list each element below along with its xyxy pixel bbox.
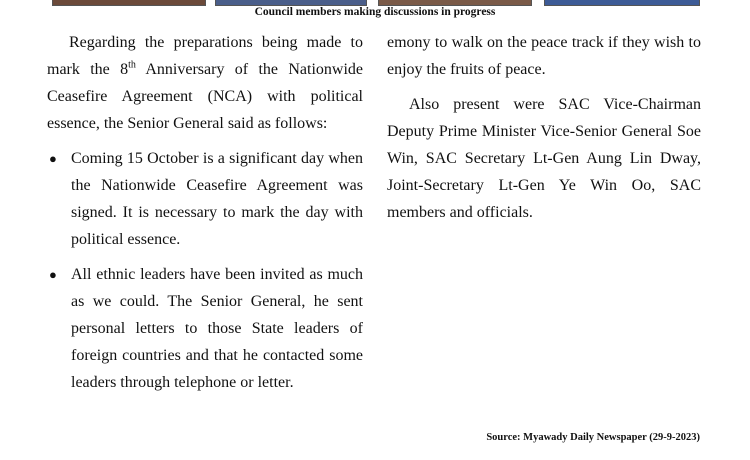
intro-text: Regarding the preparations being made to mark the 8 — [47, 34, 363, 78]
ordinal-suffix: th — [128, 59, 136, 71]
bullet-text: All ethnic leaders have been invited as much as we could. The Senior General, he sent personal letters to those State leaders of foreign countries and that he contacted some leaders through telephone or letter. — [71, 266, 363, 391]
list-item — [47, 261, 363, 396]
attendees-paragraph: Also present were SAC Vice-Chairman Deputy Prime Minister Vice-Senior General Soe Win, SAC Secretary Lt-Gen Aung Lin Dway, Joint-Secretary Lt-Gen Ye Win Oo, SAC members and officials. — [387, 96, 701, 221]
bullet-icon: ● — [49, 267, 57, 282]
statement-list — [47, 145, 363, 396]
source-credit: Source: Myawady Daily Newspaper (29-9-2023) — [486, 432, 700, 443]
intro-text-continued: Anniversary of the Nationwide Ceasefire Agreement (NCA) with political essence, the Senior General said as follows: — [47, 61, 363, 132]
bullet-text: Coming 15 October is a significant day when the Nationwide Ceasefire Agreement was signed. It is necessary to mark the day with political essence. — [71, 150, 363, 248]
intro-paragraph — [47, 29, 363, 137]
right-column — [387, 29, 701, 226]
continuation-paragraph: emony to walk on the peace track if they wish to enjoy the fruits of peace. — [387, 34, 701, 78]
list-item — [47, 145, 363, 253]
left-column — [47, 29, 363, 396]
photo-caption: Council members making discussions in progress — [254, 6, 496, 18]
bullet-icon: ● — [49, 151, 57, 166]
